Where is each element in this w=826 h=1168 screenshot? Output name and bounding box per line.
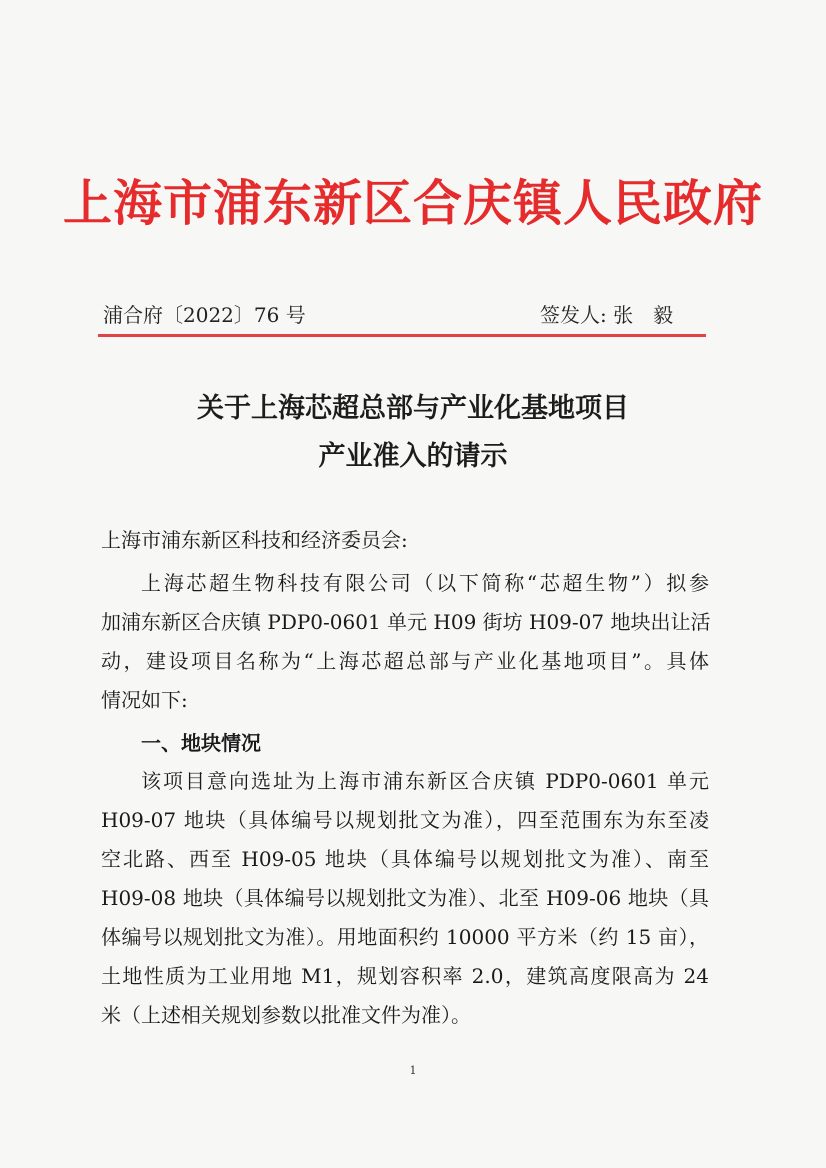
- signer: 签发人: 张 毅: [540, 303, 674, 327]
- paragraph-2-line: H09-07 地块（具体编号以规划批文为准），四至范围东为东至凌: [101, 808, 709, 832]
- section-heading-1: 一、地块情况: [141, 731, 261, 755]
- paragraph-1-line: 情况如下:: [101, 688, 188, 712]
- paragraph-2-line: 该项目意向选址为上海市浦东新区合庆镇 PDP0-0601 单元: [141, 769, 709, 793]
- addressee: 上海市浦东新区科技和经济委员会:: [101, 528, 408, 552]
- document-number: 浦合府〔2022〕76 号: [103, 303, 306, 327]
- page-number: 1: [409, 1064, 417, 1077]
- paragraph-2: [101, 762, 709, 1035]
- paragraph-2-line: H09-08 地块（具体编号以规划批文为准）、北至 H09-06 地块（具: [101, 886, 709, 910]
- subject-line-2: 产业准入的请示: [318, 441, 508, 472]
- document-subject: [0, 385, 826, 481]
- paragraph-1: [101, 564, 709, 720]
- paragraph-1-line: 上海芯超生物科技有限公司（以下简称“芯超生物”）拟参: [141, 571, 709, 595]
- paragraph-2-line: 空北路、西至 H09-05 地块（具体编号以规划批文为准）、南至: [101, 847, 709, 871]
- paragraph-2-line: 体编号以规划批文为准）。用地面积约 10000 平方米（约 15 亩），: [101, 925, 709, 949]
- subject-line-1: 关于上海芯超总部与产业化基地项目: [197, 393, 629, 424]
- paragraph-2-line: 土地性质为工业用地 M1，规划容积率 2.0，建筑高度限高为 24: [101, 964, 709, 988]
- paragraph-1-line: 动，建设项目名称为“上海芯超总部与产业化基地项目”。具体: [101, 649, 709, 673]
- paragraph-2-line: 米（上述相关规划参数以批准文件为准）。: [101, 1003, 471, 1027]
- red-divider-line: [98, 334, 706, 337]
- paragraph-1-line: 加浦东新区合庆镇 PDP0-0601 单元 H09 街坊 H09-07 地块出让活: [101, 610, 711, 634]
- issuer-header: 上海市浦东新区合庆镇人民政府: [62, 174, 763, 232]
